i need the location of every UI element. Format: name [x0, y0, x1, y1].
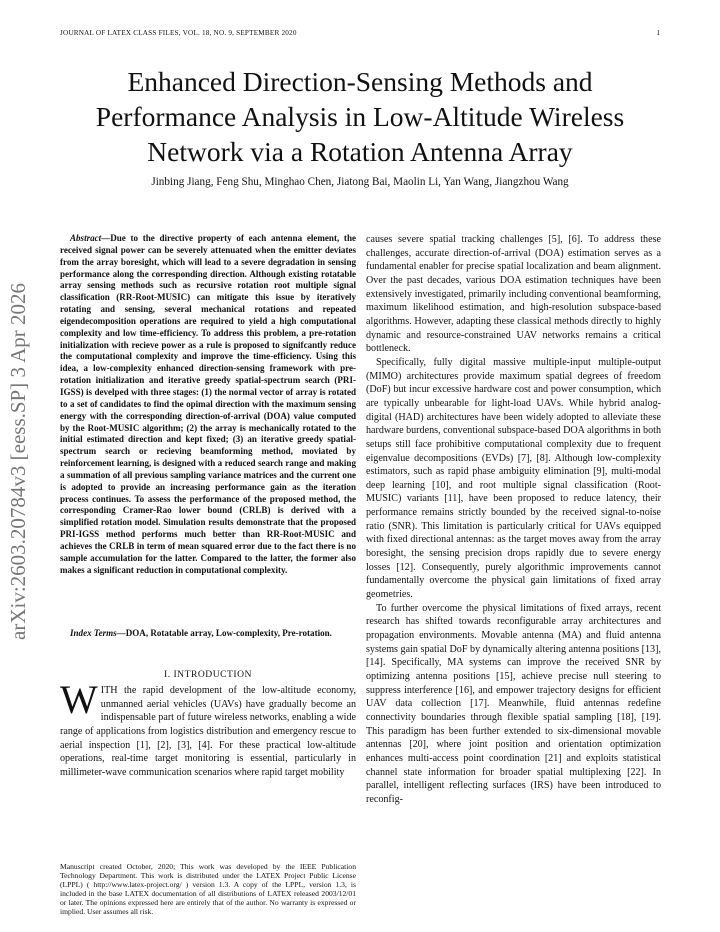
section-heading: I. INTRODUCTION: [164, 669, 252, 680]
abstract: [60, 233, 356, 576]
journal-header: JOURNAL OF LATEX CLASS FILES, VOL. 18, NO. 9, SEPTEMBER 2020: [60, 29, 297, 37]
right-paragraph-3: To further overcome the physical limitations of fixed arrays, recent research has shifted towards reconfigurable array architectures and propagation environments. Movable antenna (MA) and fluid antenna systems gain spatial DoF by dynamically altering antenna positions [13], [14]. Specifically, MA systems can improve the received SNR by optimizing antenna positions [15], achieve precise null steering to suppress interference [16], and empower trajectory designs for efficient UAV data collection [17]. Meanwhile, fluid antennas redefine connectivity boundaries through flexible spatial sampling [18], [19]. This paradigm has been further extended to six-dimensional movable antennas [20], where joint position and orientation optimization enhances multi-access point coordination [21] and exploits statistical channel state information for broader spatial multiplexing [22]. In parallel, intelligent reflecting surfaces (IRS) have been introduced to reconfig-: [366, 602, 661, 805]
dropcap-letter: W: [60, 677, 98, 722]
paper-title: Enhanced Direction-Sensing Methods and Performance Analysis in Low-Altitude Wireless Network via a Rotation Antenna Array: [95, 66, 625, 167]
right-column: [366, 233, 661, 807]
author-list: Jinbing Jiang, Feng Shu, Minghao Chen, Jiatong Bai, Maolin Li, Yan Wang, Jiangzhou Wang: [151, 176, 569, 188]
page-number: 1: [656, 29, 660, 37]
index-terms-text: —DOA, Rotatable array, Low-complexity, Pre-rotation.: [116, 628, 332, 638]
right-paragraph-2: Specifically, fully digital massive multiple-input multiple-output (MIMO) architectures provide maximum spatial degrees of freedom (DoF) but incur excessive hardware cost and power consumption, which are typically unbearable for light-load UAVs. While hybrid analog-digital (HAD) architectures have been widely adopted to alleviate these hardware burdens, conventional subspace-based DOA algorithms in both setups still face prohibitive computational complexity due to frequent eigenvalue decompositions (EVDs) [7], [8]. Although low-complexity estimators, such as rapid phase ambiguity elimination [9], multi-modal deep learning [10], and root multiple signal classification (Root-MUSIC) variants [11], have been proposed to reduce latency, their performance remains strictly bounded by the received signal-to-noise ratio (SNR). This limitation is particularly critical for UAVs equipped with fixed directional antennas: as the target moves away from the array boresight, the sensing precision drops rapidly due to severe energy losses [12]. Consequently, purely algorithmic improvements cannot fundamentally overcome the physical gain limitations of fixed array geometries.: [366, 356, 661, 601]
intro-paragraph: [60, 677, 356, 780]
intro-text: ITH the rapid development of the low-altitude economy, unmanned aerial vehicles (UAVs) have gradually become an indispensable part of future wireless networks, enabling a wide range of applications from logistics distribution and emergency rescue to aerial inspection [1], [2], [3], [4]. For these practical low-altitude operations, real-time target monitoring is essential, particularly in millimeter-wave communication scenarios where rapid target mobility: [60, 685, 356, 778]
abstract-text: —Due to the directive property of each antenna element, the received signal power can be severely attenuated when the emitter deviates from the array boresight, which will lead to a severe degradation in sensing performance along the corresponding direction. Although existing rotatable array sensing methods such as recursive rotation root multiple signal classification (RR-Root-MUSIC) can mitigate this issue by iteratively rotating and sensing, several mechanical rotations and repeated eigendecomposition operations are required to yield a high computational complexity and low time-efficiency. To address this problem, a pre-rotation initialization with recieve power as a rule is proposed to signifcantly reduce the computational complexity and improve the time-efficiency. Using this idea, a low-complexity enhanced direction-sensing framework with pre-rotation initialization and iterative greedy spatial-spectrum search (PRI-IGSS) is develped with three stages: (1) the normal vector of array is rotated to a set of candidates to find the opimal direction with the maximum sensing energy with the corresponding direction-of-arrival (DOA) value computed by the Root-MUSIC algorithm; (2) the array is mechanically rotated to the initial estimated direction and kept fixed; (3) an iterative greedy spatial-spectrum search or recieving beamforming method, moviated by reinforcement learning, is designed with a reduced search range and making a summation of all previous sampling variance matrices and the current one is adopted to provide an increasing performance gain as the iteration process continues. To assess the performance of the proposed method, the corresponding Cramer-Rao lower bound (CRLB) is derived with a simplified rotation model. Simulation results demonstrate that the proposed PRI-IGSS method performs much better than RR-Root-MUSIC and achieves the CRLB in term of mean squared error due to the fact there is no sample accumulation for the latter. Compared to the latter, the former also makes a significant reduction in computational complexity.: [60, 233, 356, 575]
index-terms: [60, 628, 356, 640]
abstract-label: Abstract: [70, 233, 102, 243]
footnote: Manuscript created October, 2020; This work was developed by the IEEE Publication Technology Department. This work is distributed under the LATEX Project Public License (LPPL) ( http://www.latex-project.org/ ) version 1.3. A copy of the LPPL, version 1.3, is included in the base LATEX documentation of all distributions of LATEX released 2003/12/01 or later. The opinions expressed here are entirely that of the author. No warranty is expressed or implied. User assumes all risk.: [60, 862, 356, 917]
arxiv-stamp: arXiv:2603.20784v3 [eess.SP] 3 Apr 2026: [6, 283, 30, 640]
right-paragraph-1: causes severe spatial tracking challenges [5], [6]. To address these challenges, accurate direction-of-arrival (DOA) estimation serves as a fundamental enabler for precise spatial localization and beam alignment. Over the past decades, various DOA estimation techniques have been extensively investigated, primarily including conventional beamforming, maximum likelihood estimation, and high-resolution subspace-based algorithms. However, adapting these classical methods directly to highly dynamic and resource-constrained UAV networks remains a critical bottleneck.: [366, 234, 661, 355]
index-terms-label: Index Terms: [70, 628, 117, 638]
